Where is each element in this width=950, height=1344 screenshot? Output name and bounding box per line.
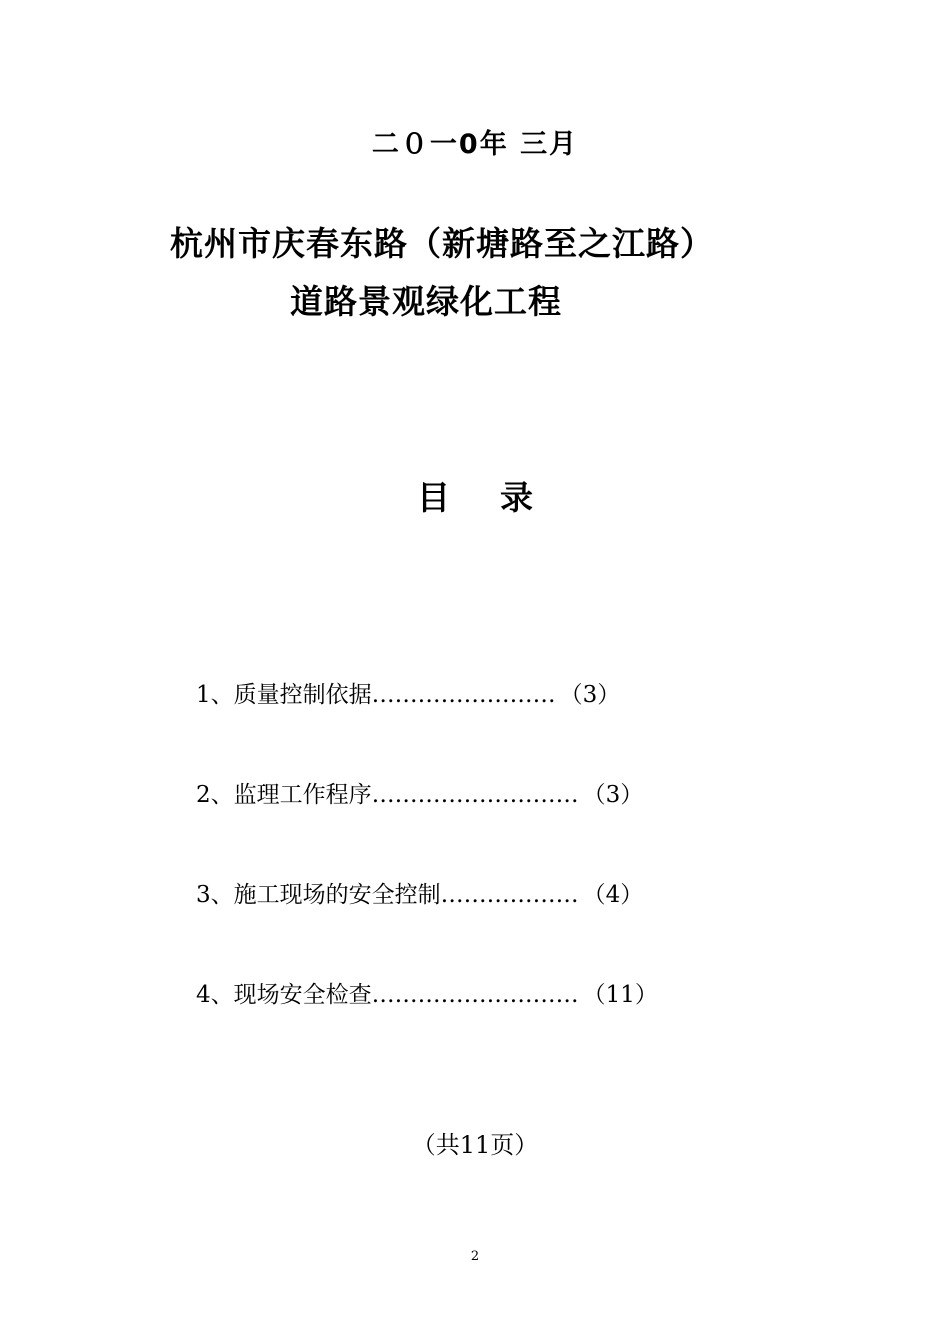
- toc-entry-page: （4）: [582, 882, 644, 908]
- toc-entry-leader-dots: ……………………: [371, 682, 556, 708]
- toc-heading-left: 目: [417, 478, 450, 517]
- toc-entry-label: 1、质量控制依据: [196, 682, 372, 708]
- toc-entry-page: （3）: [559, 682, 621, 708]
- toc-heading: [0, 472, 950, 519]
- toc-entry-page: （11）: [582, 982, 658, 1008]
- toc-entry-leader-dots: ………………………: [371, 782, 579, 808]
- document-title-line-2: 道路景观绿化工程: [290, 282, 562, 321]
- toc-entry-leader-dots: ………………: [440, 882, 579, 908]
- toc-entry-label: 4、现场安全检查: [196, 982, 372, 1008]
- toc-entry-site-safety-control[interactable]: [196, 876, 643, 909]
- document-date: 二０一0年 三月: [371, 129, 579, 160]
- toc-entry-quality-control-basis[interactable]: [196, 676, 620, 709]
- document-title-line-1: 杭州市庆春东路（新塘路至之江路）: [170, 224, 714, 263]
- toc-entry-label: 2、监理工作程序: [196, 782, 372, 808]
- toc-heading-right: 录: [500, 478, 533, 517]
- toc-entry-site-safety-inspection[interactable]: [196, 976, 658, 1009]
- toc-entry-label: 3、施工现场的安全控制: [196, 882, 441, 908]
- toc-entry-supervision-procedure[interactable]: [196, 776, 643, 809]
- toc-entry-page: （3）: [582, 782, 644, 808]
- page-number: 2: [470, 1249, 480, 1264]
- toc-entry-leader-dots: ………………………: [371, 982, 579, 1008]
- total-pages: （共11页）: [411, 1131, 539, 1159]
